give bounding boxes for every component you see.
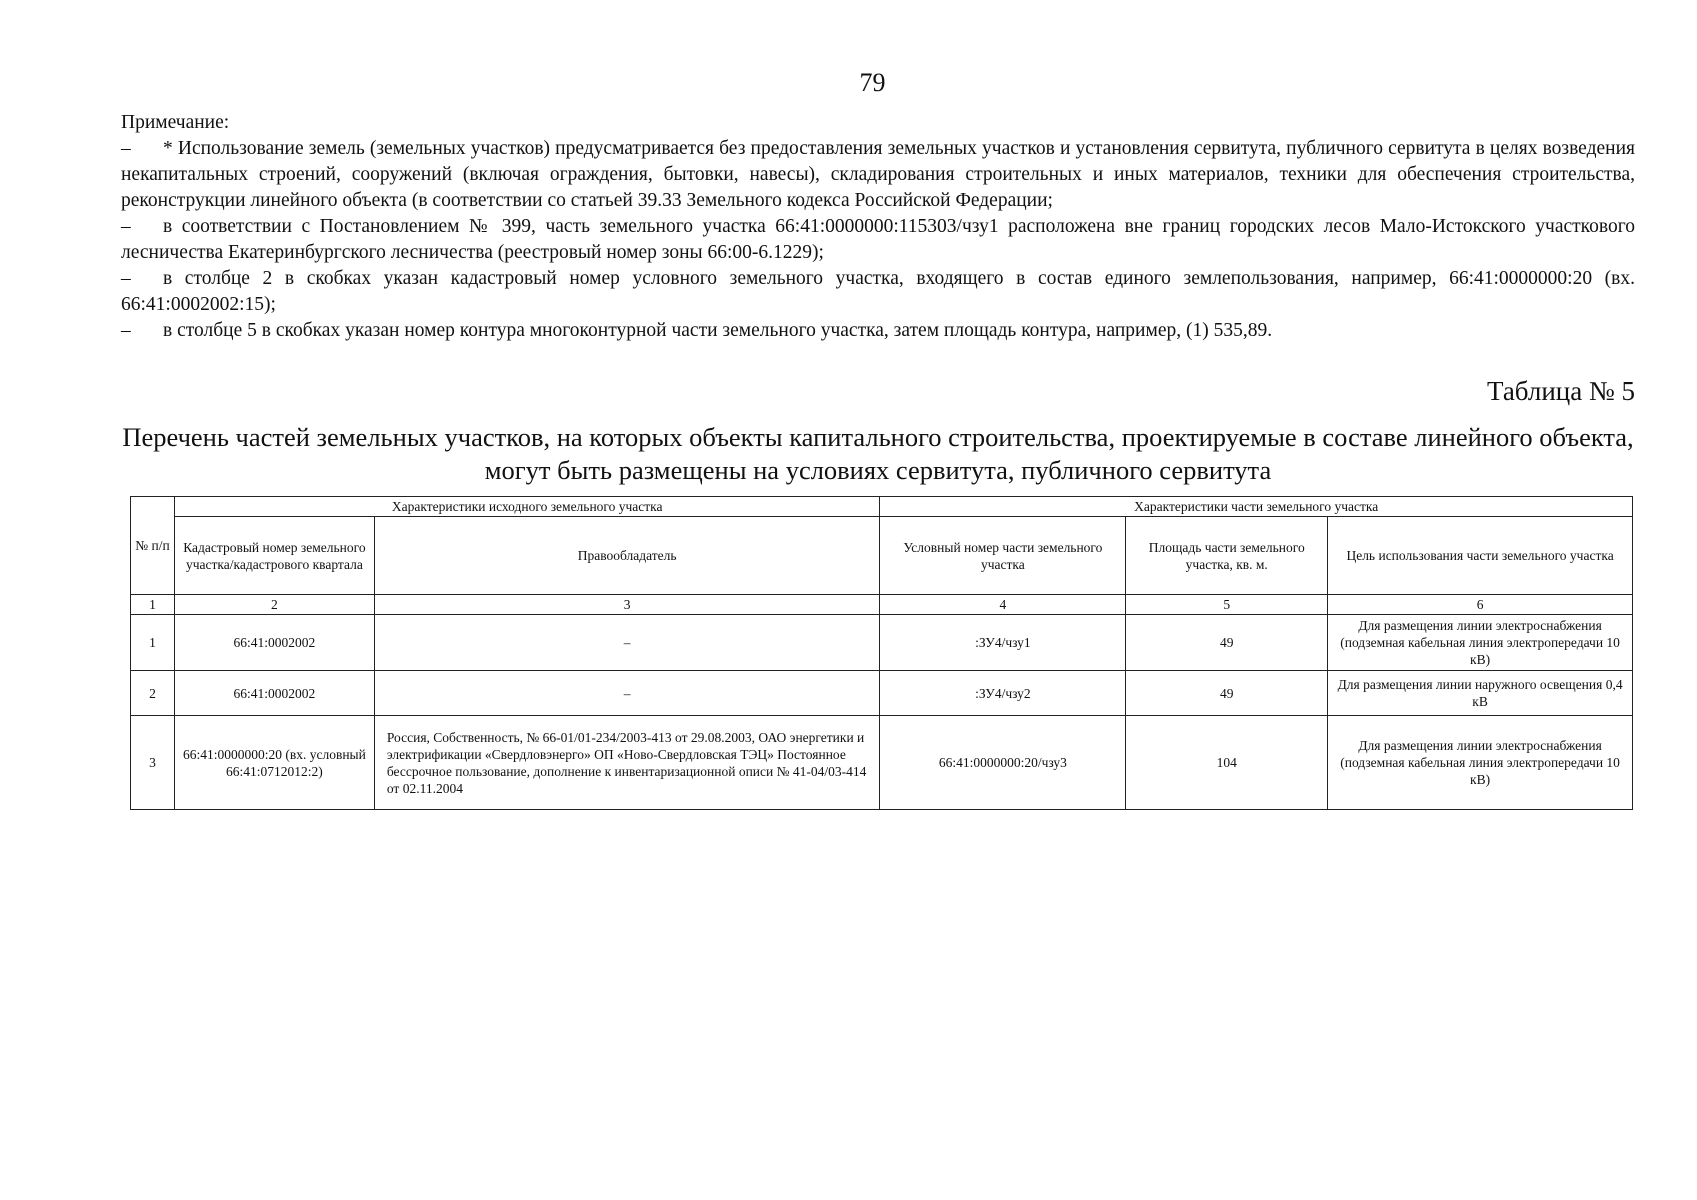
column-number: 2 bbox=[174, 595, 374, 615]
note-text: в соответствии с Постановлением № 399, часть земельного участка 66:41:0000000:115303/чзу1 расположена вне границ городских лесов Мало-Истокского участкового лесничества Екатеринбургского лесничества (реестровый номер зоны 66:00-6.1229); bbox=[121, 216, 1635, 263]
column-number: 1 bbox=[131, 595, 175, 615]
note-dash: – bbox=[121, 268, 131, 289]
cell-area: 49 bbox=[1126, 671, 1328, 716]
cell-area: 104 bbox=[1126, 716, 1328, 810]
header-area: Площадь части земельного участка, кв. м. bbox=[1126, 517, 1328, 595]
note-dash: – bbox=[121, 320, 131, 341]
note-dash: – bbox=[121, 216, 131, 237]
cell-purpose: Для размещения линии электроснабжения (подземная кабельная линия электропередачи 10 кВ) bbox=[1328, 615, 1633, 671]
note-text: * Использование земель (земельных участков) предусматривается без предоставления земельных участков и установления сервитута, публичного сервитута в целях возведения некапитальных строений, сооружений (включая ограждения, бытовки, навесы), складирования строительных и иных материалов, техники для обеспечения строительства, реконструкции линейного объекта (в соответствии со статьей 39.33 Земельного кодекса Российской Федерации; bbox=[121, 138, 1635, 211]
cell-cadastral: 66:41:0002002 bbox=[174, 615, 374, 671]
cell-purpose: Для размещения линии наружного освещения 0,4 кВ bbox=[1328, 671, 1633, 716]
column-number: 3 bbox=[374, 595, 880, 615]
column-number: 6 bbox=[1328, 595, 1633, 615]
header-cadastral: Кадастровый номер земельного участка/кадастрового квартала bbox=[174, 517, 374, 595]
cell-cadastral: 66:41:0002002 bbox=[174, 671, 374, 716]
note-item bbox=[121, 266, 1635, 318]
note-item bbox=[121, 136, 1635, 214]
header-num: № п/п bbox=[131, 497, 175, 595]
cell-owner: Россия, Собственность, № 66-01/01-234/2003-413 от 29.08.2003, ОАО энергетики и электрификации «Свердловэнерго» ОП «Ново-Свердловская ТЭЦ» Постоянное бессрочное пользование, дополнение к инвентаризационной описи № 41-04/03-414 от 02.11.2004 bbox=[374, 716, 880, 810]
column-numbers-row bbox=[131, 595, 1633, 615]
cell-owner: – bbox=[374, 671, 880, 716]
table-row bbox=[131, 716, 1633, 810]
header-purpose: Цель использования части земельного участка bbox=[1328, 517, 1633, 595]
note-text: в столбце 2 в скобках указан кадастровый номер условного земельного участка, входящего в состав единого землепользования, например, 66:41:0000000:20 (вх. 66:41:0002002:15); bbox=[121, 268, 1635, 315]
cell-cond-number: :ЗУ4/чзу2 bbox=[880, 671, 1126, 716]
cell-cond-number: 66:41:0000000:20/чзу3 bbox=[880, 716, 1126, 810]
table-header-row bbox=[131, 517, 1633, 595]
cell-num: 3 bbox=[131, 716, 175, 810]
cell-area: 49 bbox=[1126, 615, 1328, 671]
cell-owner: – bbox=[374, 615, 880, 671]
cell-cond-number: :ЗУ4/чзу1 bbox=[880, 615, 1126, 671]
notes-title: Примечание: bbox=[121, 112, 230, 133]
note-item bbox=[121, 318, 1635, 344]
header-group-part: Характеристики части земельного участка bbox=[880, 497, 1633, 517]
servitude-table bbox=[130, 496, 1633, 810]
note-item bbox=[121, 214, 1635, 266]
column-number: 5 bbox=[1126, 595, 1328, 615]
page-number: 79 bbox=[859, 68, 886, 97]
notes-section bbox=[121, 110, 1635, 344]
cell-cadastral: 66:41:0000000:20 (вх. условный 66:41:0712012:2) bbox=[174, 716, 374, 810]
cell-purpose: Для размещения линии электроснабжения (подземная кабельная линия электропередачи 10 кВ) bbox=[1328, 716, 1633, 810]
table-header-group-row bbox=[131, 497, 1633, 517]
cell-num: 1 bbox=[131, 615, 175, 671]
table-title: Перечень частей земельных участков, на которых объекты капитального строительства, проектируемые в составе линейного объекта, могут быть размещены на условиях сервитута, публичного сервитута bbox=[122, 422, 1634, 485]
header-cond-number: Условный номер части земельного участка bbox=[880, 517, 1126, 595]
header-owner: Правообладатель bbox=[374, 517, 880, 595]
table-label: Таблица № 5 bbox=[1487, 376, 1635, 406]
table-row bbox=[131, 615, 1633, 671]
note-dash: – bbox=[121, 138, 131, 159]
cell-num: 2 bbox=[131, 671, 175, 716]
header-group-source: Характеристики исходного земельного участка bbox=[174, 497, 880, 517]
table-row bbox=[131, 671, 1633, 716]
column-number: 4 bbox=[880, 595, 1126, 615]
note-text: в столбце 5 в скобках указан номер контура многоконтурной части земельного участка, затем площадь контура, например, (1) 535,89. bbox=[163, 320, 1273, 341]
